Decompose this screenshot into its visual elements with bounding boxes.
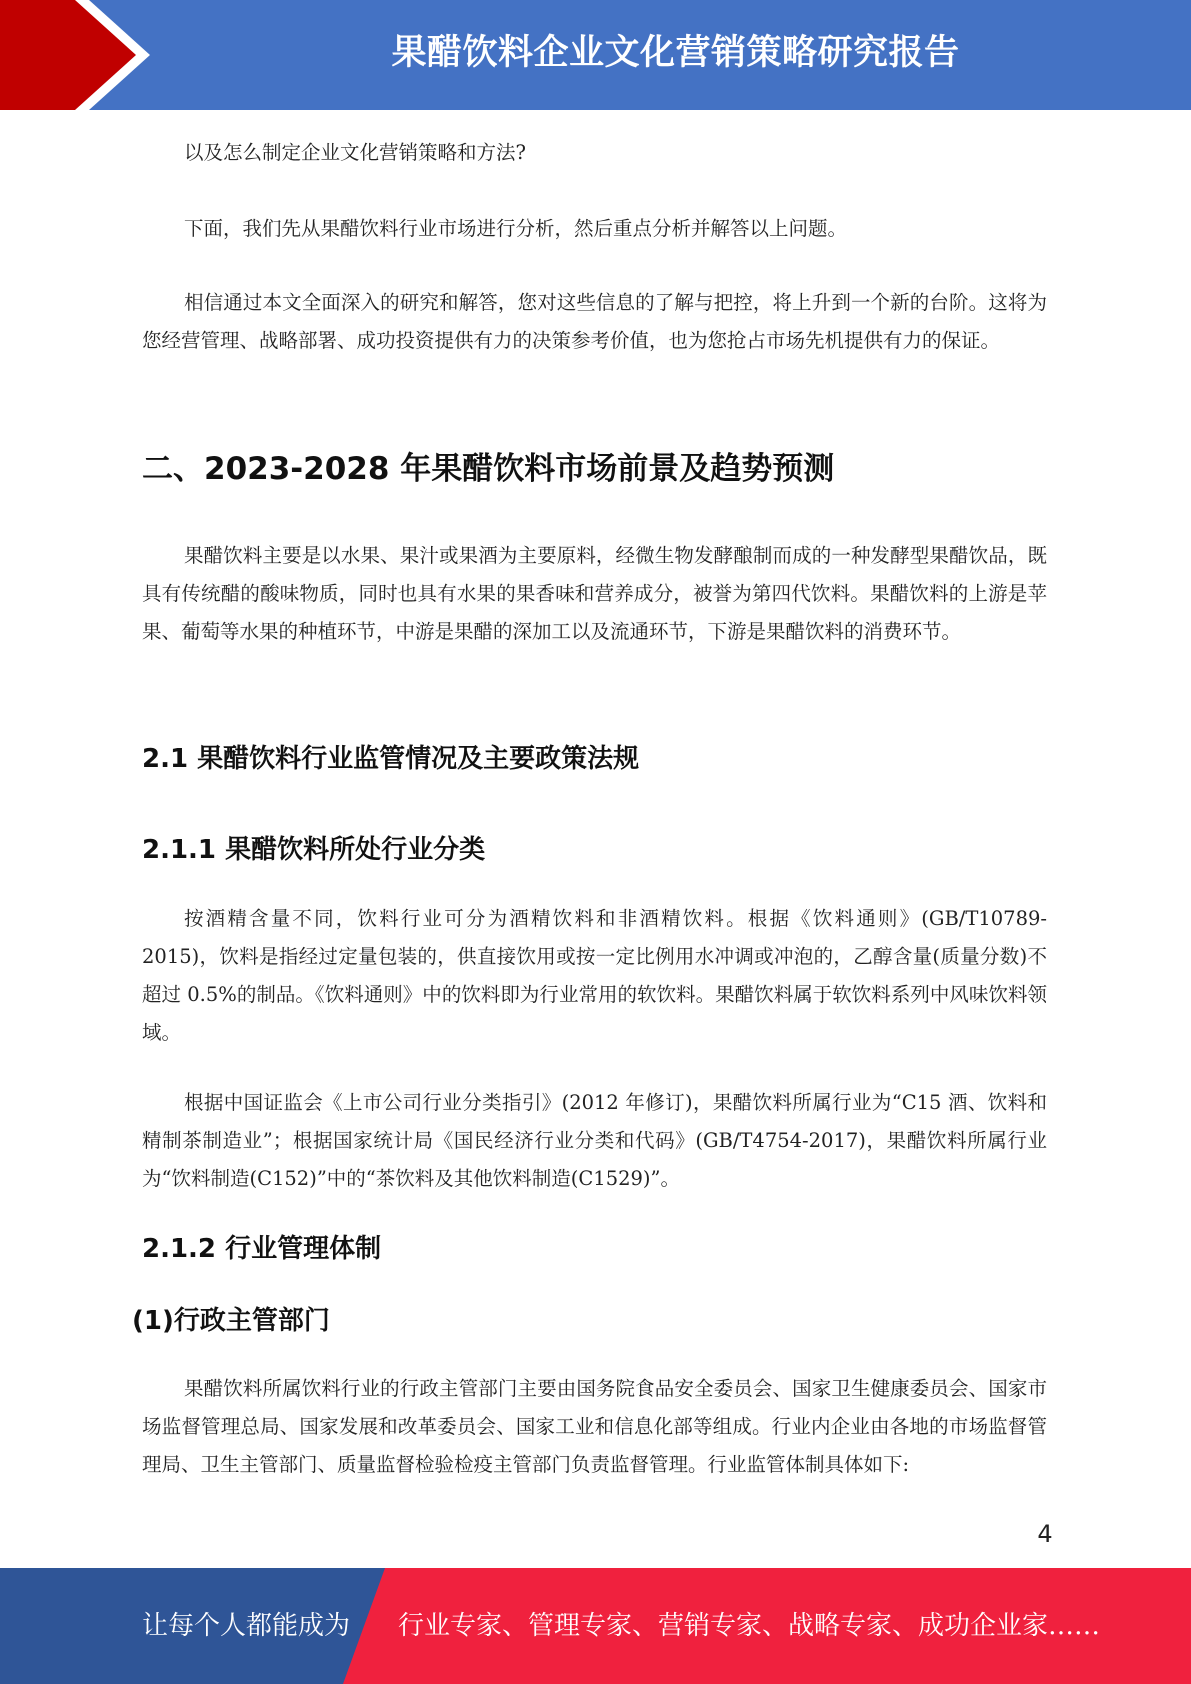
- paragraph-administrative-bodies: 果醋饮料所属饮料行业的行政主管部门主要由国务院食品安全委员会、国家卫生健康委员会、国家市场监督管理总局、国家发展和改革委员会、国家工业和信息化部等组成。行业内企业由各地的市场监督管理局、卫生主管部门、质量监督检验检疫主管部门负责监督管理。行业监管体制具体如下:: [142, 1377, 1047, 1476]
- subsection-heading-2-1-1: 2.1.1 果醋饮料所处行业分类: [142, 835, 486, 865]
- paragraph-intro-value: 相信通过本文全面深入的研究和解答，您对这些信息的了解与把控，将上升到一个新的台阶。这将为您经营管理、战略部署、成功投资提供有力的决策参考价值，也为您抢占市场先机提供有力的保证。: [142, 291, 1047, 352]
- paragraph-product-definition: 果醋饮料主要是以水果、果汁或果酒为主要原料，经微生物发酵酿制而成的一种发酵型果醋饮品，既具有传统醋的酸味物质，同时也具有水果的果香味和营养成分，被誉为第四代饮料。果醋饮料的上游是苹果、葡萄等水果的种植环节，中游是果醋的深加工以及流通环节，下游是果醋饮料的消费环节。: [142, 544, 1047, 643]
- subsection-heading-2-1-2: 2.1.2 行业管理体制: [142, 1234, 382, 1264]
- paragraph-intro-plan: 下面，我们先从果醋饮料行业市场进行分析，然后重点分析并解答以上问题。: [184, 217, 848, 240]
- section-heading-2: 二、2023-2028 年果醋饮料市场前景及趋势预测: [142, 451, 835, 487]
- subsection-heading-2-1: 2.1 果醋饮料行业监管情况及主要政策法规: [142, 744, 640, 774]
- footer-slogan-right: 行业专家、管理专家、营销专家、战略专家、成功企业家……: [398, 1611, 1101, 1641]
- paragraph-intro-question: 以及怎么制定企业文化营销策略和方法?: [184, 141, 526, 164]
- chevron-arrow-icon: [0, 0, 136, 110]
- paragraph-industry-classification: 按酒精含量不同，饮料行业可分为酒精饮料和非酒精饮料。根据《饮料通则》(GB/T10789-2015)，饮料是指经过定量包装的，供直接饮用或按一定比例用水冲调或冲泡的，乙醇含量(质量分数)不超过 0.5%的制品。《饮料通则》中的饮料即为行业常用的软饮料。果醋饮料属于软饮料系列中风味饮料领域。: [142, 907, 1047, 1044]
- paragraph-csrc-classification: 根据中国证监会《上市公司行业分类指引》(2012 年修订)，果醋饮料所属行业为“C15 酒、饮料和精制茶制造业”；根据国家统计局《国民经济行业分类和代码》(GB/T4754-2017)，果醋饮料所属行业为“饮料制造(C152)”中的“茶饮料及其他饮料制造(C1529)”。: [142, 1091, 1047, 1190]
- heading-administrative-department: (1)行政主管部门: [132, 1306, 330, 1336]
- footer-banner: [0, 1568, 1191, 1684]
- footer-slogan-left: 让每个人都能成为: [142, 1611, 351, 1641]
- header-banner: [0, 0, 1191, 110]
- report-title: 果醋饮料企业文化营销策略研究报告: [391, 33, 960, 73]
- page-number: 4: [1037, 1520, 1053, 1548]
